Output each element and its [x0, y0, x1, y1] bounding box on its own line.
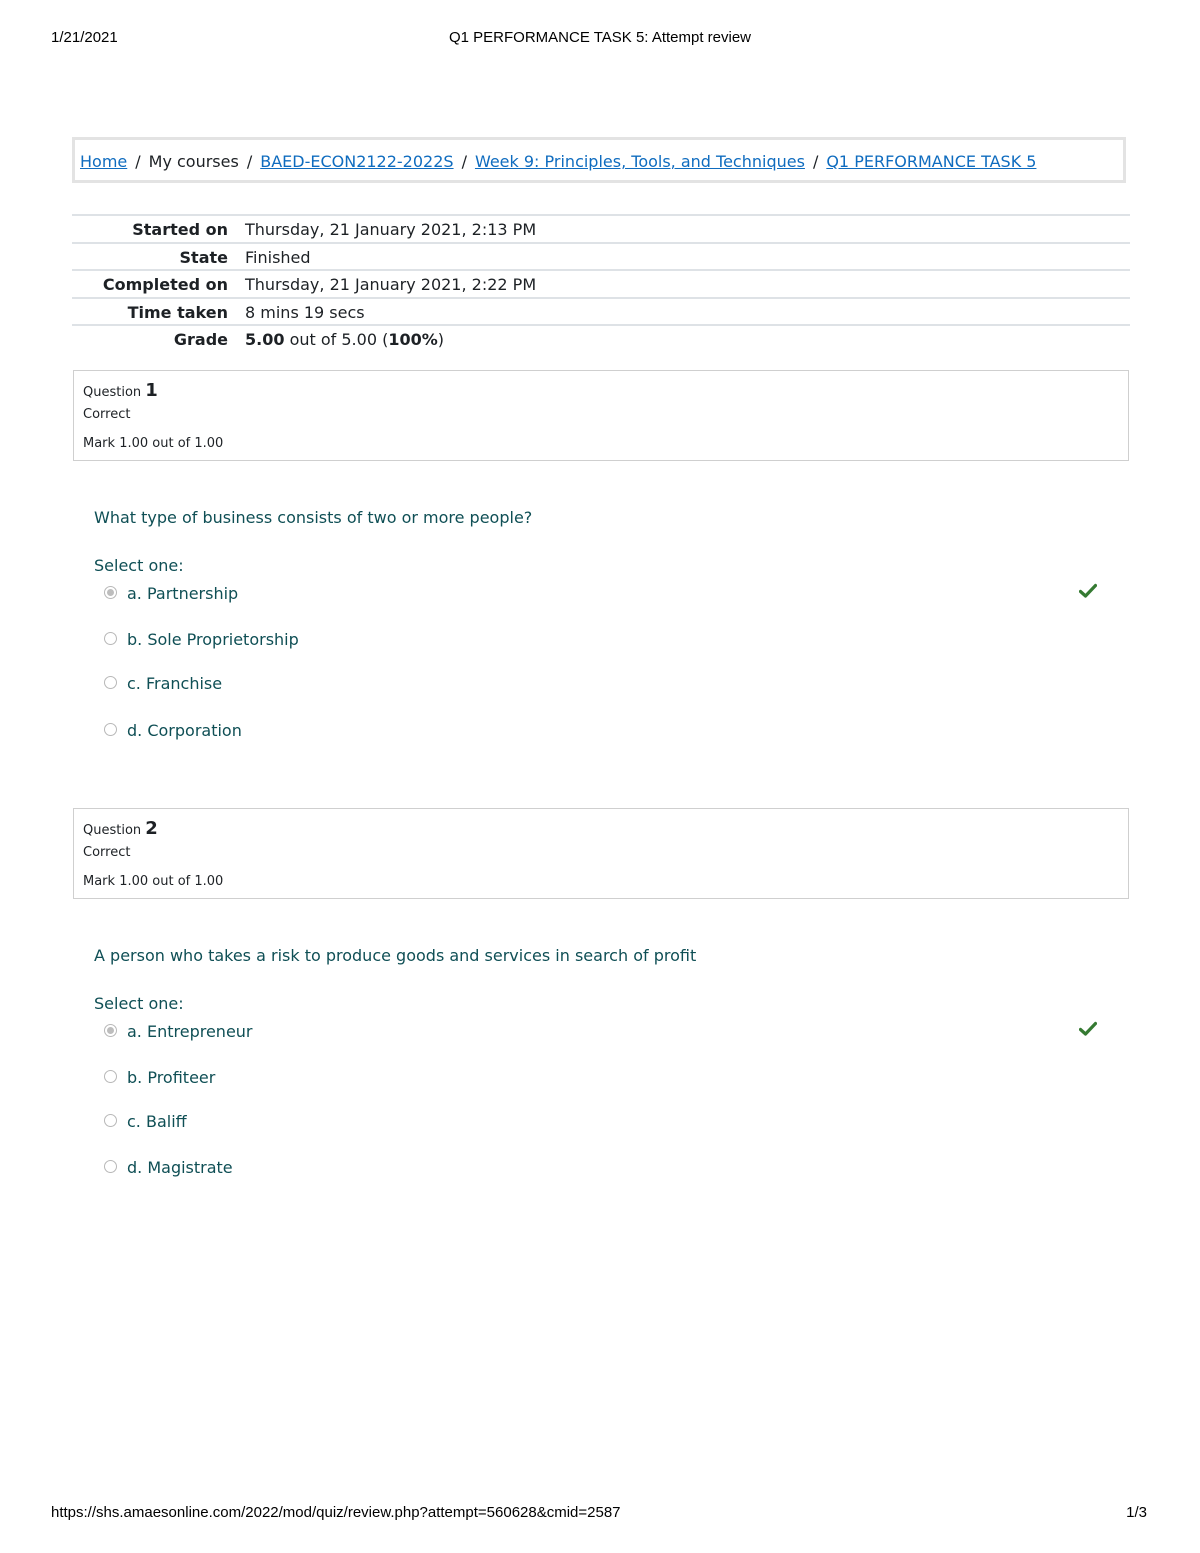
question-number-value: 1 [145, 380, 158, 401]
breadcrumb-my-courses: My courses [148, 152, 239, 171]
print-url: https://shs.amaesonline.com/2022/mod/quiz/review.php?attempt=560628&cmid=2587 [51, 1504, 621, 1521]
answer-option[interactable] [104, 1022, 253, 1044]
question-text: What type of business consists of two or more people? [94, 508, 533, 527]
answer-option[interactable] [104, 1158, 233, 1180]
answer-option[interactable] [104, 584, 238, 606]
summary-value: Thursday, 21 January 2021, 2:22 PM [245, 275, 537, 294]
grade-out-of: out of 5.00 ( [284, 330, 389, 349]
question-mark: Mark 1.00 out of 1.00 [83, 874, 224, 889]
question-number [83, 380, 158, 401]
answer-option[interactable] [104, 721, 242, 743]
radio-button-selected[interactable] [104, 1024, 117, 1037]
breadcrumb-course-link[interactable]: BAED-ECON2122-2022S [260, 152, 454, 171]
answer-option-label: b. Profiteer [127, 1068, 216, 1087]
check-icon [1079, 583, 1097, 599]
answer-option[interactable] [104, 630, 299, 652]
breadcrumb-week-link[interactable]: Week 9: Principles, Tools, and Techniques [474, 152, 805, 171]
radio-button[interactable] [104, 1070, 117, 1083]
answer-option-label: d. Corporation [127, 721, 242, 740]
print-title: Q1 PERFORMANCE TASK 5: Attempt review [448, 29, 752, 46]
summary-label: Started on [132, 220, 228, 239]
summary-row-started [72, 214, 1130, 242]
question-state: Correct [83, 845, 131, 860]
summary-row-time-taken [72, 297, 1130, 325]
summary-row-state [72, 242, 1130, 270]
grade-close: ) [437, 330, 445, 349]
breadcrumb-separator: / [246, 152, 253, 171]
grade-percent: 100% [388, 330, 438, 349]
summary-grade-value [245, 330, 444, 349]
answer-option-label: a. Partnership [127, 584, 239, 603]
summary-row-grade [72, 324, 1130, 352]
answer-option-label: a. Entrepreneur [127, 1022, 253, 1041]
breadcrumb-separator: / [461, 152, 467, 171]
breadcrumb-task-link[interactable]: Q1 PERFORMANCE TASK 5 [826, 152, 1037, 171]
summary-label: Completed on [102, 275, 228, 294]
check-icon [1079, 1021, 1097, 1037]
summary-label: Time taken [127, 302, 228, 322]
question-number [83, 818, 158, 839]
summary-label: State [179, 247, 228, 267]
breadcrumb [72, 137, 1126, 183]
answer-option[interactable] [104, 1112, 187, 1134]
radio-button[interactable] [104, 1114, 117, 1127]
select-one-label: Select one: [94, 556, 184, 575]
summary-value: 8 mins 19 secs [245, 302, 365, 322]
question-info-box [73, 370, 1129, 461]
breadcrumb-home-link[interactable]: Home [80, 152, 128, 171]
summary-row-completed [72, 269, 1130, 297]
print-footer [0, 1504, 1200, 1524]
question-info-box [73, 808, 1129, 899]
attempt-summary-table [72, 214, 1130, 352]
question-text: A person who takes a risk to produce goods and services in search of profit [94, 946, 697, 965]
grade-score: 5.00 [245, 330, 285, 349]
answer-option-label: c. Franchise [127, 674, 223, 693]
summary-value: Thursday, 21 January 2021, 2:13 PM [245, 220, 537, 239]
summary-value: Finished [245, 247, 311, 267]
radio-button[interactable] [104, 632, 117, 645]
answer-option-label: d. Magistrate [127, 1158, 233, 1177]
question-mark: Mark 1.00 out of 1.00 [83, 436, 224, 451]
breadcrumb-separator: / [135, 152, 141, 171]
question-state: Correct [83, 407, 131, 422]
answer-option[interactable] [104, 674, 222, 696]
question-label: Question [83, 823, 142, 838]
print-page-number: 1/3 [1126, 1504, 1147, 1521]
radio-button[interactable] [104, 676, 117, 689]
answer-option[interactable] [104, 1068, 215, 1090]
question-number-value: 2 [145, 818, 158, 839]
answer-option-label: c. Baliff [127, 1112, 187, 1131]
radio-button-selected[interactable] [104, 586, 117, 599]
answer-option-label: b. Sole Proprietorship [127, 630, 299, 649]
print-header [0, 29, 1200, 49]
select-one-label: Select one: [94, 994, 184, 1013]
breadcrumb-separator: / [812, 152, 819, 171]
print-date: 1/21/2021 [51, 29, 118, 46]
radio-button[interactable] [104, 723, 117, 736]
radio-button[interactable] [104, 1160, 117, 1173]
question-label: Question [83, 385, 142, 400]
summary-label: Grade [173, 330, 228, 349]
